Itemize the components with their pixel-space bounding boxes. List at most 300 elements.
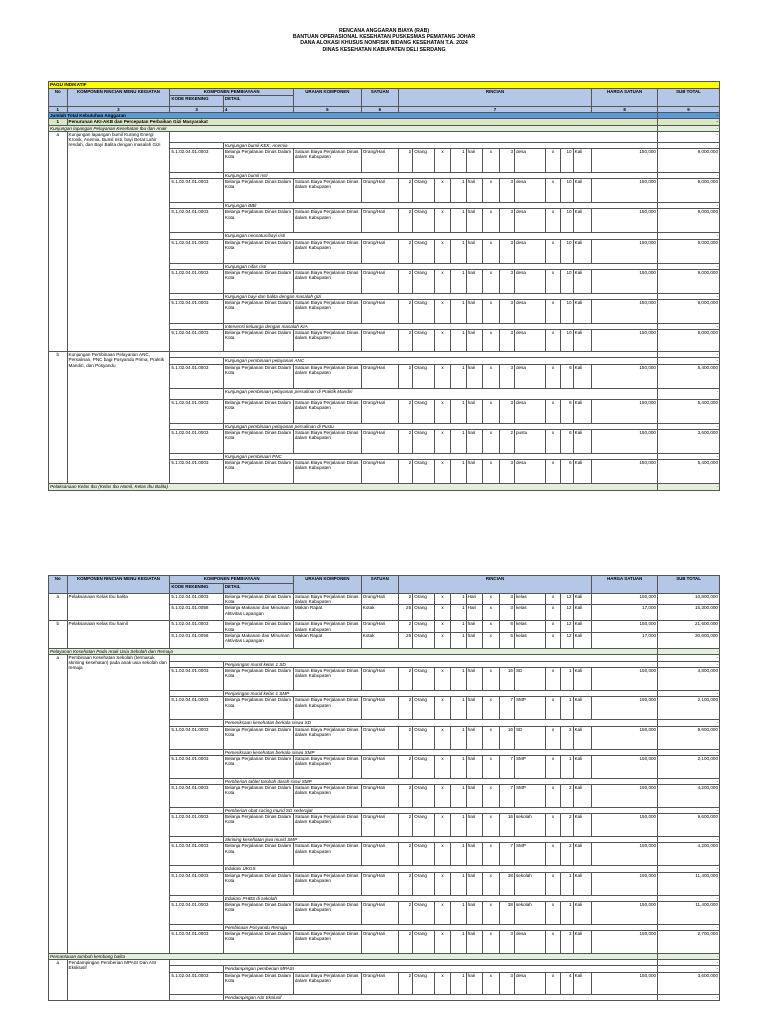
unit-locations: SMP (514, 785, 545, 808)
sub-total: 4,200,000 (658, 785, 720, 808)
unit-locations: desa (515, 300, 546, 324)
times-sign: x (434, 621, 450, 632)
unit-times: Kali (573, 364, 592, 388)
qty-persons: 2 (398, 364, 412, 388)
activity-label: Edukasi UKGS (223, 866, 657, 872)
qty-locations: 6 (499, 632, 514, 648)
subsection-value: - (657, 125, 719, 131)
qty-locations: 38 (499, 901, 514, 924)
qty-locations: 3 (499, 239, 514, 263)
sub-total: 4,800,000 (658, 668, 720, 691)
jumlah-label: Jumlah Total Kebutuhan Anggaran (49, 113, 658, 119)
satuan-cell: Orang/Hari (361, 239, 398, 263)
kode-rekening: 5.1.02.04.01.0003 (170, 972, 224, 994)
harga-satuan: 150,000 (592, 843, 658, 866)
activity-label: Kunjungan pembinaan PNC (223, 453, 657, 459)
subtotal-dash: - (658, 691, 720, 697)
times-sign: x (545, 239, 560, 263)
unit-times: Kali (573, 605, 592, 621)
section-title: Penurunan AKI-AKB dan Percepatan Perbaikan Gizi Masyarakat (67, 119, 657, 125)
empty-cell (170, 655, 658, 662)
unit-times: Kali (573, 149, 592, 173)
unit-days: hari (466, 209, 482, 233)
kode-rekening: 5.1.02.04.01.0003 (170, 621, 224, 632)
table2-remaja-group (49, 655, 720, 954)
col-detail-header: DETAIL (223, 584, 293, 594)
col-kode-header: KODE REKENING (170, 96, 224, 107)
item-row (49, 655, 720, 662)
sub-total: 21,600,000 (658, 621, 720, 632)
qty-locations: 3 (499, 460, 514, 484)
sub-total: 15,300,000 (658, 605, 720, 621)
sub-total: 5,400,000 (657, 460, 719, 484)
unit-days: hari (466, 269, 482, 293)
times-sign: x (545, 300, 560, 324)
harga-satuan: 150,000 (592, 330, 658, 352)
times-sign: x (483, 972, 499, 994)
col-uraian-header: URAIAN KOMPONEN (293, 89, 361, 107)
kode-rekening: 5.1.02.04.01.0003 (170, 901, 224, 924)
unit-days: hari (466, 843, 482, 866)
unit-times: Kali (573, 785, 592, 808)
detail-cell: Belanja Perjalanan Dinas Dalam Kota (223, 621, 293, 632)
times-sign: x (483, 269, 499, 293)
unit-persons: Orang (413, 872, 435, 895)
empty-cell (170, 131, 658, 142)
item-description: Kunjungan lapangan bumil Kurang Energi Kronik, Anemia, Bumil risti, bayi Berat Lahir rendah, dan Bayi Balita dengan masalah Gizi (67, 131, 170, 351)
satuan-cell: Orang/Hari (361, 399, 398, 423)
times-sign: x (483, 621, 499, 632)
unit-persons: Orang (413, 594, 435, 605)
unit-days: hari (466, 149, 482, 173)
harga-satuan: 150,000 (592, 460, 658, 484)
unit-times: Kali (573, 179, 592, 203)
times-sign: x (434, 755, 450, 778)
sub-total: 9,600,000 (658, 726, 720, 749)
detail-cell: Belanja Perjalanan Dinas Dalam Kota (223, 300, 293, 324)
unit-locations: desa (515, 399, 546, 423)
satuan-cell: Kotak (361, 632, 398, 648)
times-sign: x (483, 460, 499, 484)
sub-total: 11,400,000 (658, 901, 720, 924)
times-sign: x (545, 364, 560, 388)
unit-persons: Orang (413, 621, 435, 632)
times-sign: x (434, 726, 450, 749)
times-sign: x (545, 726, 560, 749)
qty-times: 12 (561, 605, 573, 621)
unit-days: hari (466, 755, 482, 778)
times-sign: x (483, 364, 499, 388)
satuan-cell: Orang/Hari (361, 872, 398, 895)
subtotal-dash: - (658, 895, 720, 901)
qty-locations: 6 (499, 621, 514, 632)
kode-rekening: 5.1.02.04.01.0003 (170, 726, 224, 749)
qty-days: 1 (451, 300, 466, 324)
satuan-cell: Orang/Hari (361, 209, 398, 233)
item-description: Kunjungan Pembinaan Pelayanan ANC, Persalinan, PNC bagi Posyandu Prima, Praktik Mandiri, dan Posyandu (67, 352, 170, 484)
qty-times: 2 (561, 726, 573, 749)
activity-label: Kunjungan nifas risti (223, 263, 657, 269)
unit-times: Kali (573, 594, 592, 605)
unit-days: hari (466, 972, 482, 994)
subsection-title: Pemantauan tumbuh kembang balita (49, 954, 658, 960)
kode-rekening: 5.1.02.04.01.0003 (170, 755, 224, 778)
closing-subsection-title: Pelaksanaan Kelas Ibu (Kelas Ibu Hamil, Kelas Ibu Balita) (49, 484, 658, 491)
detail-cell: Belanja Perjalanan Dinas Dalam Kota (223, 460, 293, 484)
qty-times: 2 (561, 814, 573, 837)
pagu-row (49, 82, 720, 89)
harga-satuan: 150,000 (592, 149, 658, 173)
uraian-cell: Satuan Biaya Perjalanan Dinas dalam Kabupaten (293, 429, 361, 453)
qty-times: 10 (561, 149, 573, 173)
times-sign: x (483, 399, 499, 423)
harga-satuan: 150,000 (592, 814, 658, 837)
times-sign: x (545, 755, 560, 778)
qty-times: 10 (561, 179, 573, 203)
subtotal-dash: - (657, 131, 719, 142)
times-sign: x (483, 300, 499, 324)
qty-persons: 2 (398, 330, 412, 352)
subtotal-dash: - (657, 203, 719, 209)
unit-days: hari (466, 901, 482, 924)
section-value: - (657, 119, 719, 125)
unit-times: Kali (573, 726, 592, 749)
kode-rekening: 5.1.02.04.01.0003 (170, 843, 224, 866)
activity-label: Pemeriksaan kesehatan berkala siswa SMP (223, 749, 657, 755)
qty-times: 12 (561, 632, 573, 648)
kode-rekening: 5.1.02.04.01.0003 (170, 814, 224, 837)
detail-cell: Belanja Perjalanan Dinas Dalam Kota (223, 269, 293, 293)
subtotal-dash: - (657, 324, 719, 330)
unit-locations: desa (515, 239, 546, 263)
times-sign: x (483, 330, 499, 352)
subtotal-dash: - (658, 655, 720, 662)
subsection-value: - (658, 954, 720, 960)
unit-days: Hari (466, 594, 482, 605)
uraian-cell: Satuan Biaya Perjalanan Dinas dalam Kabupaten (293, 785, 361, 808)
qty-days: 1 (451, 931, 466, 954)
col-komponen-header: KOMPONEN RINCIAN MENU KEGIATAN (67, 576, 170, 594)
unit-locations: pustu (515, 429, 546, 453)
qty-locations: 3 (499, 330, 514, 352)
sub-total: 2,100,000 (658, 697, 720, 720)
qty-persons: 2 (398, 209, 412, 233)
times-sign: x (434, 843, 450, 866)
kode-rekening: 5.1.02.04.01.0003 (170, 239, 224, 263)
uraian-cell: Satuan Biaya Perjalanan Dinas dalam Kabupaten (293, 399, 361, 423)
unit-days: hari (466, 697, 482, 720)
qty-days: 1 (451, 621, 466, 632)
uraian-cell: Makan Rapat (293, 605, 361, 621)
cost-row (49, 594, 720, 605)
harga-satuan: 150,000 (592, 668, 658, 691)
times-sign: x (434, 785, 450, 808)
unit-locations: desa (515, 149, 546, 173)
activity-label: Penjaringan murid kelas 1 SD (223, 662, 657, 668)
times-sign: x (434, 931, 450, 954)
times-sign: x (545, 931, 560, 954)
qty-times: 6 (561, 399, 573, 423)
harga-satuan: 150,000 (592, 429, 658, 453)
times-sign: x (483, 931, 499, 954)
qty-times: 2 (561, 785, 573, 808)
qty-days: 1 (451, 605, 466, 621)
times-sign: x (545, 632, 560, 648)
unit-days: hari (466, 726, 482, 749)
unit-locations: desa (514, 931, 545, 954)
uraian-cell: Satuan Biaya Perjalanan Dinas dalam Kabupaten (293, 209, 361, 233)
unit-times: Kali (573, 901, 592, 924)
detail-cell: Belanja Perjalanan Dinas Dalam Kota (223, 726, 293, 749)
qty-locations: 3 (499, 149, 514, 173)
unit-days: hari (466, 814, 482, 837)
unit-locations: kelas (514, 594, 545, 605)
qty-times: 10 (561, 300, 573, 324)
unit-times: Kali (573, 460, 592, 484)
qty-locations: 3 (499, 364, 514, 388)
rab-table-2 (48, 575, 720, 1001)
unit-days: hari (466, 300, 482, 324)
qty-days: 1 (451, 785, 466, 808)
subtotal-dash: - (658, 924, 720, 930)
qty-locations: 38 (499, 872, 514, 895)
unit-persons: Orang (413, 972, 435, 994)
unit-days: hari (466, 399, 482, 423)
uraian-cell: Satuan Biaya Perjalanan Dinas dalam Kabupaten (293, 594, 361, 605)
qty-persons: 2 (398, 149, 412, 173)
qty-persons: 2 (398, 901, 412, 924)
unit-days: hari (466, 330, 482, 352)
uraian-cell: Satuan Biaya Perjalanan Dinas dalam Kabupaten (293, 460, 361, 484)
qty-persons: 2 (398, 460, 412, 484)
unit-times: Kali (573, 330, 592, 352)
subtotal-dash: - (658, 837, 720, 843)
col-satuan-header: SATUAN (361, 576, 398, 594)
subtotal-dash: - (657, 352, 719, 358)
uraian-cell: Satuan Biaya Perjalanan Dinas dalam Kabupaten (293, 697, 361, 720)
qty-locations: 3 (499, 972, 514, 994)
activity-label: Kunjungan neonatus/bayi risti (223, 233, 657, 239)
qty-locations: 7 (499, 785, 514, 808)
kode-rekening: 5.1.02.01.01.0058 (170, 605, 224, 621)
sub-total: 9,000,000 (657, 239, 719, 263)
activity-label: Pemeriksaan kesehatan berkala siswa SD (223, 720, 657, 726)
qty-persons: 2 (398, 697, 412, 720)
col-pembiayaan-header: KOMPONEN PEMBIAYAAN (170, 89, 293, 96)
qty-times: 10 (561, 269, 573, 293)
uraian-cell: Satuan Biaya Perjalanan Dinas dalam Kabupaten (293, 872, 361, 895)
unit-times: Kali (573, 972, 592, 994)
sub-total: 4,200,000 (658, 843, 720, 866)
sub-total: 5,400,000 (657, 364, 719, 388)
qty-persons: 2 (398, 429, 412, 453)
qty-days: 1 (451, 755, 466, 778)
satuan-cell: Orang/Hari (361, 269, 398, 293)
times-sign: x (434, 972, 450, 994)
unit-times: Kali (573, 621, 592, 632)
detail-cell: Belanja Perjalanan Dinas Dalam Kota (223, 209, 293, 233)
item-letter: a (49, 655, 68, 954)
unit-persons: Orang (413, 399, 435, 423)
pagu-label: PAGU INDIKATIF (49, 82, 720, 89)
qty-persons: 25 (398, 605, 412, 621)
kode-rekening: 5.1.02.04.01.0003 (170, 364, 224, 388)
times-sign: x (483, 726, 499, 749)
uraian-cell: Satuan Biaya Perjalanan Dinas dalam Kabupaten (293, 814, 361, 837)
unit-days: hari (466, 460, 482, 484)
satuan-cell: Orang/Hari (361, 814, 398, 837)
unit-locations: desa (515, 209, 546, 233)
subtotal-dash: - (657, 173, 719, 179)
detail-cell: Belanja Perjalanan Dinas Dalam Kota (223, 872, 293, 895)
unit-persons: Orang (413, 269, 435, 293)
sub-total: 30,600,000 (658, 632, 720, 648)
subtotal-dash: - (657, 233, 719, 239)
uraian-cell: Satuan Biaya Perjalanan Dinas dalam Kabupaten (293, 330, 361, 352)
satuan-cell: Orang/Hari (361, 843, 398, 866)
unit-times: Kali (573, 209, 592, 233)
times-sign: x (545, 269, 560, 293)
title-line-1: RENCANA ANGGARAN BIAYA (RAB) (338, 28, 430, 34)
unit-locations: SMP (514, 843, 545, 866)
detail-cell: Belanja Perjalanan Dinas Dalam Kota (223, 364, 293, 388)
sub-total: 2,700,000 (658, 931, 720, 954)
qty-persons: 2 (398, 843, 412, 866)
times-sign: x (434, 814, 450, 837)
times-sign: x (434, 697, 450, 720)
qty-locations: 3 (499, 209, 514, 233)
subsection-title: Pelayanan Kesehatan Pada Anak Usia Sekolah dan Remaja (49, 648, 658, 654)
unit-times: Kali (573, 814, 592, 837)
kode-rekening: 5.1.02.04.01.0003 (170, 269, 224, 293)
times-sign: x (483, 429, 499, 453)
satuan-cell: Orang/Hari (361, 785, 398, 808)
closing-subsection-value: - (657, 484, 719, 491)
item-letter: b (49, 352, 68, 484)
activity-label: Kunjungan BBlr (223, 203, 657, 209)
subsection-title: Kunjungan lapangan Pelayanan Kesehatan Ibu dan Anak (49, 125, 658, 131)
sub-total: 3,600,000 (658, 972, 720, 994)
harga-satuan: 150,000 (592, 239, 658, 263)
harga-satuan: 150,000 (592, 269, 658, 293)
qty-days: 1 (451, 632, 466, 648)
qty-times: 1 (561, 755, 573, 778)
item-row (49, 131, 720, 142)
unit-locations: kelas (514, 605, 545, 621)
unit-times: Kali (573, 632, 592, 648)
detail-cell: Belanja Perjalanan Dinas Dalam Kota (223, 149, 293, 173)
unit-locations: SD (514, 726, 545, 749)
item-description: Pembinaan Kesehatan Sekolah (termasuk skrining kesehatan) pada anak usia sekolah dan remaja (67, 655, 170, 954)
item-letter: b (49, 621, 68, 648)
item-letter: a (49, 594, 68, 621)
times-sign: x (483, 697, 499, 720)
qty-locations: 16 (499, 814, 514, 837)
table1-group-b (49, 352, 720, 484)
qty-persons: 2 (398, 668, 412, 691)
qty-days: 1 (451, 149, 466, 173)
empty-cell (170, 994, 224, 1000)
unit-days: hari (466, 179, 482, 203)
activity-label: Pendampingan pemberian MPASI (223, 966, 657, 972)
unit-persons: Orang (413, 605, 435, 621)
times-sign: x (483, 843, 499, 866)
satuan-cell: Orang/Hari (361, 901, 398, 924)
kode-rekening: 5.1.02.04.01.0003 (170, 594, 224, 605)
satuan-cell: Orang/Hari (361, 972, 398, 994)
title-line-2: BANTUAN OPERASIONAL KESEHATAN PUSKESMAS PEMATANG JOHAR (292, 34, 476, 41)
qty-persons: 2 (398, 300, 412, 324)
times-sign: x (434, 300, 450, 324)
unit-persons: Orang (413, 460, 435, 484)
detail-cell: Belanja Perjalanan Dinas Dalam Kota (223, 755, 293, 778)
table2-kelas-group (49, 594, 720, 649)
qty-locations: 3 (499, 931, 514, 954)
empty-cell (170, 388, 224, 399)
sub-total: 5,400,000 (657, 399, 719, 423)
qty-days: 1 (451, 239, 466, 263)
qty-persons: 2 (398, 594, 412, 605)
unit-persons: Orang (413, 364, 435, 388)
times-sign: x (434, 179, 450, 203)
unit-locations: SMP (514, 755, 545, 778)
qty-locations: 2 (499, 429, 514, 453)
col-subtotal-header: SUB TOTAL (658, 576, 720, 594)
harga-satuan: 150,000 (592, 594, 658, 605)
sub-total: 11,400,000 (658, 872, 720, 895)
qty-locations: 16 (499, 668, 514, 691)
qty-days: 1 (451, 399, 466, 423)
satuan-cell: Orang/Hari (361, 330, 398, 352)
unit-persons: Orang (413, 300, 435, 324)
unit-days: hari (466, 621, 482, 632)
satuan-cell: Orang/Hari (361, 149, 398, 173)
kode-rekening: 5.1.02.04.01.0003 (170, 668, 224, 691)
qty-locations: 3 (499, 300, 514, 324)
qty-persons: 25 (398, 632, 412, 648)
subtotal-dash: - (657, 293, 719, 299)
times-sign: x (545, 972, 560, 994)
kode-rekening: 5.1.02.04.01.0003 (170, 429, 224, 453)
jumlah-value: - (657, 113, 719, 119)
uraian-cell: Satuan Biaya Perjalanan Dinas dalam Kabupaten (293, 300, 361, 324)
activity-label: Kunjungan pembinaan pelayanan persalinan di Praktik Mandiri (223, 388, 657, 399)
times-sign: x (545, 399, 560, 423)
qty-days: 1 (451, 872, 466, 895)
colnum: 6 (361, 107, 398, 113)
qty-days: 1 (451, 726, 466, 749)
harga-satuan: 150,000 (592, 621, 658, 632)
times-sign: x (434, 239, 450, 263)
subtotal-dash: - (657, 453, 719, 459)
times-sign: x (545, 330, 560, 352)
times-sign: x (434, 901, 450, 924)
col-kode-header: KODE REKENING (170, 584, 224, 594)
satuan-cell: Kotak (361, 605, 398, 621)
unit-persons: Orang (413, 239, 435, 263)
times-sign: x (545, 668, 560, 691)
qty-persons: 2 (398, 972, 412, 994)
detail-cell: Belanja Perjalanan Dinas Dalam Kota (223, 785, 293, 808)
unit-times: Kali (573, 399, 592, 423)
sub-total: 9,000,000 (657, 300, 719, 324)
times-sign: x (483, 785, 499, 808)
times-sign: x (545, 605, 560, 621)
unit-times: Kali (573, 429, 592, 453)
times-sign: x (483, 239, 499, 263)
unit-locations: kelas (514, 621, 545, 632)
harga-satuan: 150,000 (592, 697, 658, 720)
